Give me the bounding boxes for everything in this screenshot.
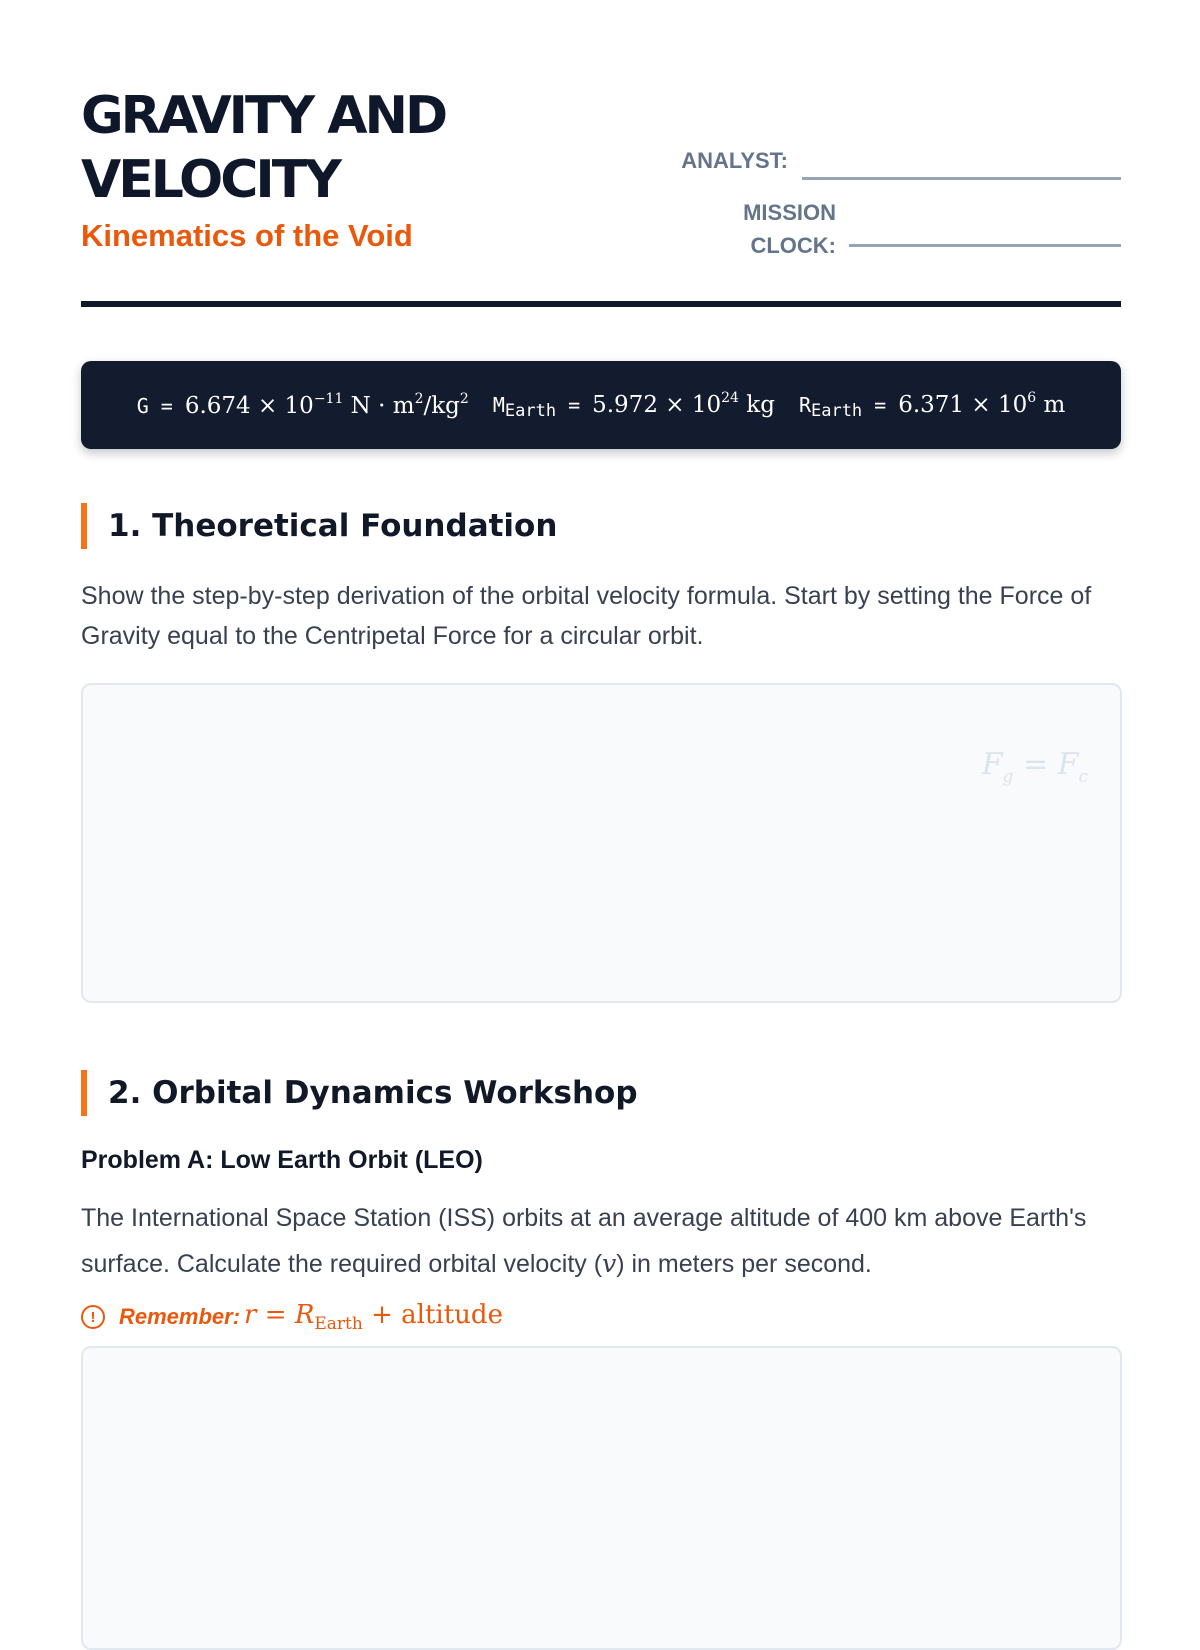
title-line-1: GRAVITY AND: [81, 86, 446, 146]
remember-label: Remember:: [119, 1304, 241, 1329]
velocity-variable: v: [602, 1249, 617, 1278]
section-1-heading: 1. Theoretical Foundation: [81, 503, 557, 549]
derivation-work-area[interactable]: [81, 683, 1122, 1003]
remember-formula: $r = R_{Earth}$ + altitude: [244, 1300, 503, 1334]
header-divider: [81, 301, 1121, 307]
remember-hint: [81, 1300, 503, 1334]
mission-clock-label-line-2: CLOCK:: [750, 233, 836, 258]
constant-mass-equals: =: [568, 392, 581, 417]
section-1-instructions: Show the step-by-step derivation of the orbital velocity formula. Start by setting the Force of Gravity equal to the Centripetal Force for a circular orbit.: [81, 582, 1092, 650]
constant-radius-name: $R_{Earth}$: [798, 392, 863, 421]
constant-mass-earth: [493, 390, 775, 421]
alert-circle-icon: !: [81, 1305, 105, 1329]
constant-g: [137, 391, 469, 419]
analyst-label: ANALYST:: [681, 148, 788, 173]
constants-bar: [81, 361, 1121, 449]
mission-clock-field[interactable]: [849, 244, 1121, 247]
analyst-name-field[interactable]: [802, 177, 1121, 180]
constant-g-name: G: [136, 394, 149, 418]
constant-g-equals: =: [160, 394, 173, 418]
constant-radius-equals: =: [874, 392, 887, 417]
hint-formula-fg-equals-fc: $F_g = F_c$: [981, 747, 1088, 787]
problem-a-title: Problem A: Low Earth Orbit (LEO): [81, 1146, 483, 1174]
section-2-heading: 2. Orbital Dynamics Workshop: [81, 1070, 638, 1116]
constant-radius-value: $6.371 \times 10^6$ m: [898, 389, 1066, 418]
title-line-2: VELOCITY: [81, 150, 339, 210]
constant-mass-name: $M_{Earth}$: [492, 392, 557, 421]
mission-clock-label: [700, 196, 836, 262]
problem-a-text: The International Space Station (ISS) orbits at an average altitude of 400 km above Earth's surface. Calculate the required orbital velocity (v) in meters per second.: [81, 1204, 1087, 1278]
worksheet-title: [81, 84, 601, 212]
constant-g-value: $6.674 \times 10^{-11}$ $N \cdot m^2/kg^2$: [184, 391, 469, 419]
problem-a-work-area[interactable]: [81, 1346, 1122, 1650]
worksheet-subtitle: Kinematics of the Void: [81, 218, 413, 253]
mission-clock-label-line-1: MISSION: [743, 200, 836, 225]
constant-mass-value: $5.972 \times 10^{24}$ kg: [592, 389, 775, 418]
constant-radius-earth: [799, 390, 1065, 421]
